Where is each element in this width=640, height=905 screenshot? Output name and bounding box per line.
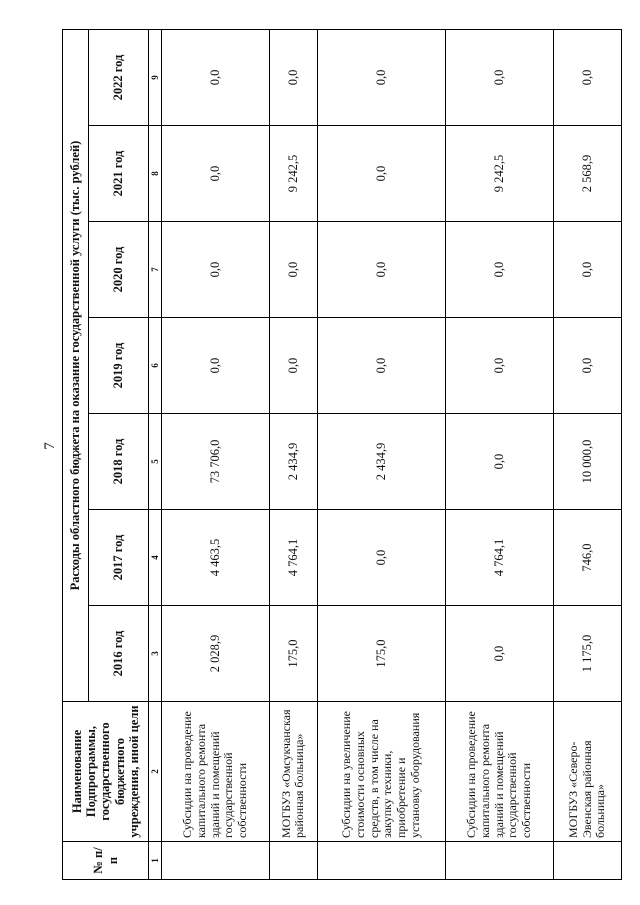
row-num <box>162 842 270 880</box>
row-value: 0,0 <box>317 126 445 222</box>
table-row <box>317 29 445 879</box>
row-name: МОГБУЗ «Омсукчанская районная больница» <box>270 702 318 842</box>
row-value: 0,0 <box>270 29 318 125</box>
column-number: 6 <box>149 318 162 414</box>
row-value: 2 028,9 <box>162 606 270 702</box>
row-value: 9 242,5 <box>446 126 554 222</box>
row-value: 2 568,9 <box>554 126 622 222</box>
column-number: 8 <box>149 126 162 222</box>
row-value: 0,0 <box>162 29 270 125</box>
row-value: 0,0 <box>317 318 445 414</box>
row-value: 0,0 <box>554 29 622 125</box>
row-value: 0,0 <box>446 414 554 510</box>
row-value: 0,0 <box>446 606 554 702</box>
row-value: 4 463,5 <box>162 510 270 606</box>
row-value: 0,0 <box>270 318 318 414</box>
table-row <box>162 29 270 879</box>
column-number: 7 <box>149 222 162 318</box>
row-value: 0,0 <box>162 222 270 318</box>
header-year: 2021 год <box>89 126 149 222</box>
row-name: МОГБУЗ «Северо-Эвенская районная больница» <box>554 702 622 842</box>
row-value: 0,0 <box>554 222 622 318</box>
row-value: 9 242,5 <box>270 126 318 222</box>
row-value: 0,0 <box>270 222 318 318</box>
row-num <box>317 842 445 880</box>
header-num: № п/п <box>63 842 149 880</box>
table-row <box>554 29 622 879</box>
header-year: 2020 год <box>89 222 149 318</box>
row-value: 2 434,9 <box>270 414 318 510</box>
row-name: Субсидии на проведение капитального ремонта зданий и помещений государственной собственности <box>446 702 554 842</box>
header-group: Расходы областного бюджета на оказание государственной услуги (тыс. рублей) <box>63 29 89 701</box>
row-value: 0,0 <box>446 29 554 125</box>
row-value: 0,0 <box>446 318 554 414</box>
row-value: 0,0 <box>162 318 270 414</box>
row-value: 4 764,1 <box>270 510 318 606</box>
column-number: 5 <box>149 414 162 510</box>
row-value: 746,0 <box>554 510 622 606</box>
row-value: 0,0 <box>317 510 445 606</box>
row-value: 0,0 <box>317 222 445 318</box>
header-year: 2016 год <box>89 606 149 702</box>
column-number: 3 <box>149 606 162 702</box>
row-name: Субсидии на проведение капитального ремонта зданий и помещений государственной собственности <box>162 702 270 842</box>
header-year: 2022 год <box>89 29 149 125</box>
column-number: 2 <box>149 702 162 842</box>
row-value: 0,0 <box>446 222 554 318</box>
row-value: 1 175,0 <box>554 606 622 702</box>
row-value: 4 764,1 <box>446 510 554 606</box>
row-value: 175,0 <box>317 606 445 702</box>
row-value: 175,0 <box>270 606 318 702</box>
column-number: 9 <box>149 29 162 125</box>
row-value: 10 000,0 <box>554 414 622 510</box>
row-num <box>446 842 554 880</box>
budget-table <box>62 29 622 880</box>
header-year: 2017 год <box>89 510 149 606</box>
row-name: Субсидии на увеличение стоимости основных средств, в том числе на закупку техники, приобретение и установку оборудования <box>317 702 445 842</box>
table-row <box>270 29 318 879</box>
header-year: 2018 год <box>89 414 149 510</box>
row-value: 0,0 <box>554 318 622 414</box>
rotated-table-container <box>62 30 622 880</box>
row-value: 0,0 <box>317 29 445 125</box>
table-row <box>446 29 554 879</box>
row-num <box>554 842 622 880</box>
header-year: 2019 год <box>89 318 149 414</box>
row-value: 2 434,9 <box>317 414 445 510</box>
column-number: 1 <box>149 842 162 880</box>
row-value: 73 706,0 <box>162 414 270 510</box>
header-name: Наименование Подпрограммы, государственного бюджетного учреждения, иной цели <box>63 702 149 842</box>
page-number: 7 <box>42 442 58 450</box>
row-num <box>270 842 318 880</box>
row-value: 0,0 <box>162 126 270 222</box>
column-number: 4 <box>149 510 162 606</box>
